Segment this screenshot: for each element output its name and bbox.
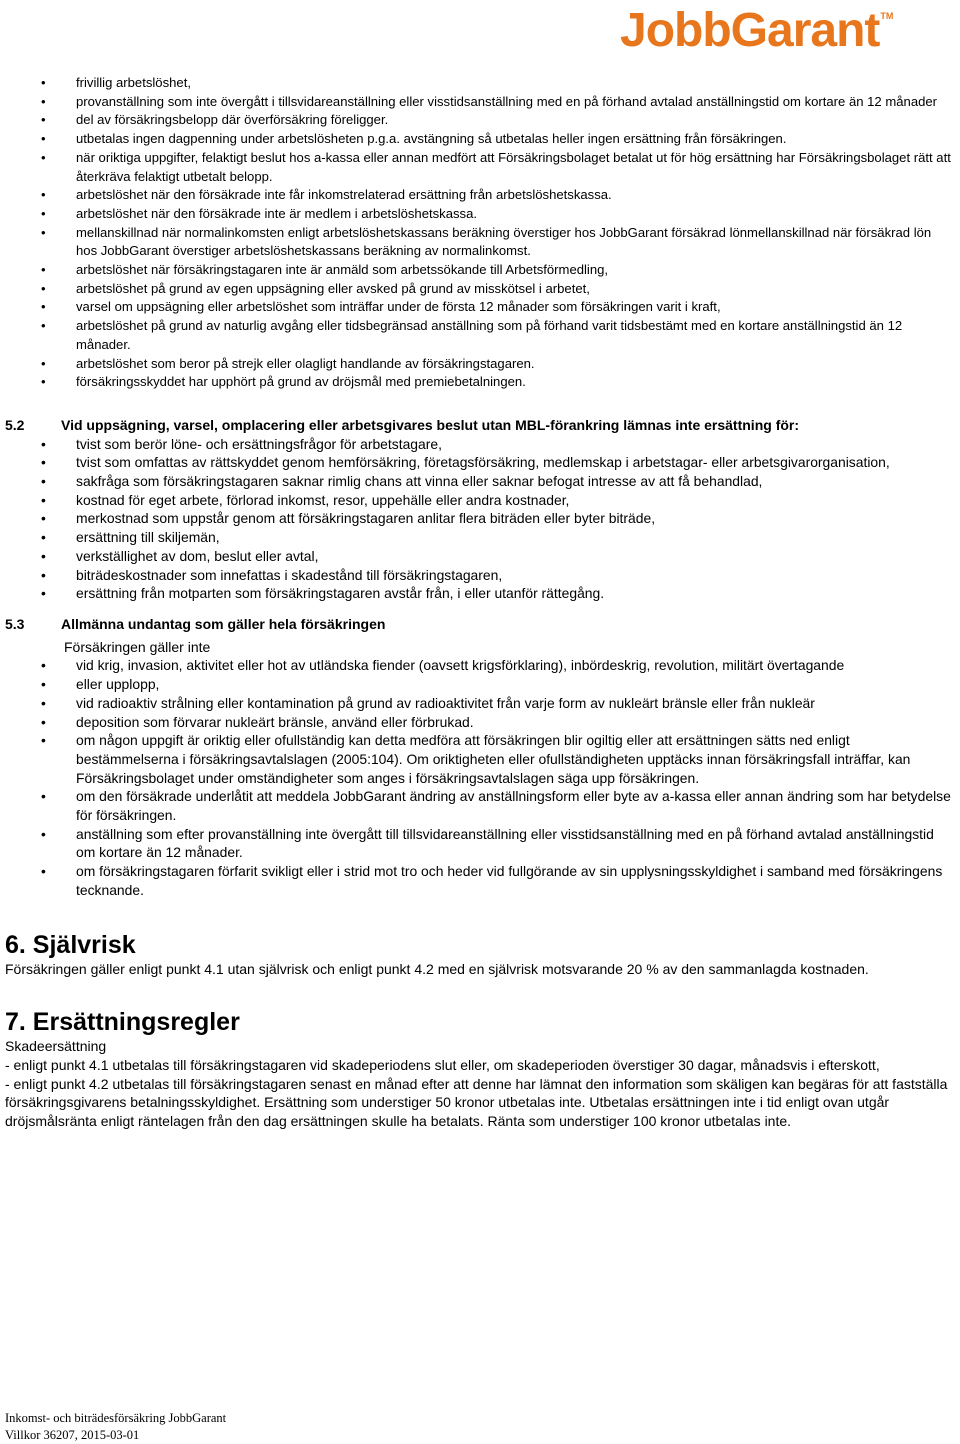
section-5-3-heading <box>5 615 955 634</box>
list-item: • arbetslöshet på grund av naturlig avgång eller tidsbegränsad anställning som på förhand varit tidsbestämt med en kortare anställningstid än 12 månader. <box>5 317 955 354</box>
section-7-heading: 7. Ersättningsregler <box>5 1008 240 1037</box>
section-6-heading: 6. Självrisk <box>5 930 136 959</box>
logo-text: JobbGarant <box>620 4 880 57</box>
section-5-2-list <box>5 435 955 603</box>
list-item: • tvist som omfattas av rättskyddet genom hemförsäkring, företagsförsäkring, medlemskap i arbetstagar- eller arbetsgivarorganisation, <box>5 453 955 472</box>
list-item: • arbetslöshet som beror på strejk eller olagligt handlande av försäkringstagaren. <box>5 355 955 374</box>
list-item: • ersättning till skiljemän, <box>5 528 955 547</box>
list-item: • när oriktiga uppgifter, felaktigt beslut hos a-kassa eller annan medfört att Försäkringsbolaget betalat ut för hög ersättning har Försäkringsbolaget rätt att återkräva felaktigt utbetalt belopp. <box>5 149 955 186</box>
list-item: • arbetslöshet när den försäkrade inte får inkomstrelaterad ersättning från arbetslöshetskassa. <box>5 186 955 205</box>
logo-trademark: TM <box>880 11 894 21</box>
list-item: • försäkringsskyddet har upphört på grund av dröjsmål med premiebetalningen. <box>5 373 955 392</box>
list-item: • biträdeskostnader som innefattas i skadestånd till försäkringstagaren, <box>5 566 955 585</box>
list-item: • anställning som efter provanställning inte övergått till tillsvidareanställning eller visstidsanställning med en på förhand avtalad anställningstid om kortare än 12 månader. <box>5 825 955 862</box>
list-item: • arbetslöshet när den försäkrade inte är medlem i arbetslöshetskassa. <box>5 205 955 224</box>
section-number: 5.3 <box>5 615 25 632</box>
footer-product: Inkomst- och biträdesförsäkring JobbGarant <box>5 1411 227 1425</box>
section-number: 5.2 <box>5 416 25 433</box>
exclusions-list <box>5 74 955 392</box>
section-title: Vid uppsägning, varsel, omplacering eller arbetsgivares beslut utan MBL-förankring lämnas inte ersättning för: <box>61 416 800 433</box>
list-item: • arbetslöshet på grund av egen uppsägning eller avsked på grund av misskötsel i arbetet, <box>5 280 955 299</box>
list-item: • vid radioaktiv strålning eller kontamination på grund av radioaktivitet från varje form av nukleärt bränsle eller från nukleär <box>5 694 955 713</box>
list-item: • ersättning från motparten som försäkringstagaren avstår från, i eller utanför rättegång. <box>5 584 955 603</box>
section-title: Allmänna undantag som gäller hela försäkringen <box>61 615 386 632</box>
section-7-rule-1: - enligt punkt 4.1 utbetalas till försäkringstagaren vid skadeperiodens slut eller, om skadeperioden överstiger 30 dagar, månadsvis i efterskott, <box>5 1056 880 1073</box>
list-item: • om någon uppgift är oriktig eller ofullständig kan detta medföra att försäkringen blir ogiltig eller att ersättningen sätts ned enligt bestämmelserna i försäkringsavtalslagen (2005:104). Om oriktigheten eller ofullständigheten upptäcks innan försäkringsfall inträffar, kan Försäkringsbolaget under omständigheter som anges i försäkringsavtalslagen säga upp försäkringen. <box>5 731 955 787</box>
list-item: • provanställning som inte övergått i tillsvidareanställning eller visstidsanställning med en på förhand avtalad anställningstid om kortare än 12 månader <box>5 93 955 112</box>
section-5-3-intro: Försäkringen gäller inte <box>64 638 211 655</box>
list-item: • sakfråga som försäkringstagaren saknar rimlig chans att vinna eller saknar befogat intresse av att få behandlad, <box>5 472 955 491</box>
list-item: • om försäkringstagaren förfarit svikligt eller i strid mot tro och heder vid fullgörande av sin upplysningsskyldighet i samband med försäkringens tecknande. <box>5 862 955 899</box>
page-footer <box>5 1410 226 1443</box>
section-7-subtitle: Skadeersättning <box>5 1038 107 1055</box>
list-item: • kostnad för eget arbete, förlorad inkomst, resor, uppehälle eller andra kostnader, <box>5 491 955 510</box>
list-item: • eller upplopp, <box>5 675 955 694</box>
footer-terms: Villkor 36207, 2015-03-01 <box>5 1427 140 1442</box>
section-6-text: Försäkringen gäller enligt punkt 4.1 utan självrisk och enligt punkt 4.2 med en självrisk motsvarande 20 % av den sammanlagda kostnaden. <box>5 960 869 977</box>
list-item: • frivillig arbetslöshet, <box>5 74 955 93</box>
list-item: • verkställighet av dom, beslut eller avtal, <box>5 547 955 566</box>
list-item: • mellanskillnad när normalinkomsten enligt arbetslöshetskassans beräkning överstiger hos JobbGarant försäkrad lönmellanskillnad när försäkrad lön hos JobbGarant överstiger arbetslöshetskassans beräkning av normalinkomst. <box>5 224 955 261</box>
list-item: • utbetalas ingen dagpenning under arbetslösheten p.g.a. avstängning så utbetalas heller ingen ersättning från försäkringen. <box>5 130 955 149</box>
list-item: • del av försäkringsbelopp där överförsäkring föreligger. <box>5 111 955 130</box>
section-5-2-heading <box>5 416 955 435</box>
document-body <box>5 74 955 1131</box>
list-item: • om den försäkrade underlåtit att meddela JobbGarant ändring av anställningsform eller byte av a-kassa eller annan ändring som har betydelse för försäkringen. <box>5 787 955 824</box>
list-item: • deposition som förvarar nukleärt bränsle, använd eller förbrukad. <box>5 713 955 732</box>
list-item: • merkostnad som uppstår genom att försäkringstagaren anlitar flera biträden eller byter biträde, <box>5 509 955 528</box>
list-item: • tvist som berör löne- och ersättningsfrågor för arbetstagare, <box>5 435 955 454</box>
list-item: • arbetslöshet när försäkringstagaren inte är anmäld som arbetssökande till Arbetsförmedling, <box>5 261 955 280</box>
section-7-rule-2: - enligt punkt 4.2 utbetalas till försäkringstagaren senast en månad efter att denne har lämnat den information som skäligen kan begäras för att fastställa försäkringsgivarens betalningsskyldighet. Ersättning som understiger 50 kronor utbetalas inte. Utbetalas ersättningen inte i tid enligt ovan utgår dröjsmålsränta enligt räntelagen från den dag ersättningen skulle ha betalats. Ränta som understiger 100 kronor utbetalas inte. <box>5 1075 948 1130</box>
jobbgarant-logo <box>620 3 893 59</box>
list-item: • vid krig, invasion, aktivitet eller hot av utländska fiender (oavsett krigsförklaring), inbördeskrig, revolution, militärt övertagande <box>5 656 955 675</box>
list-item: • varsel om uppsägning eller arbetslöshet som inträffar under de första 12 månader som försäkringen varit i kraft, <box>5 298 955 317</box>
section-5-3-list <box>5 656 955 899</box>
